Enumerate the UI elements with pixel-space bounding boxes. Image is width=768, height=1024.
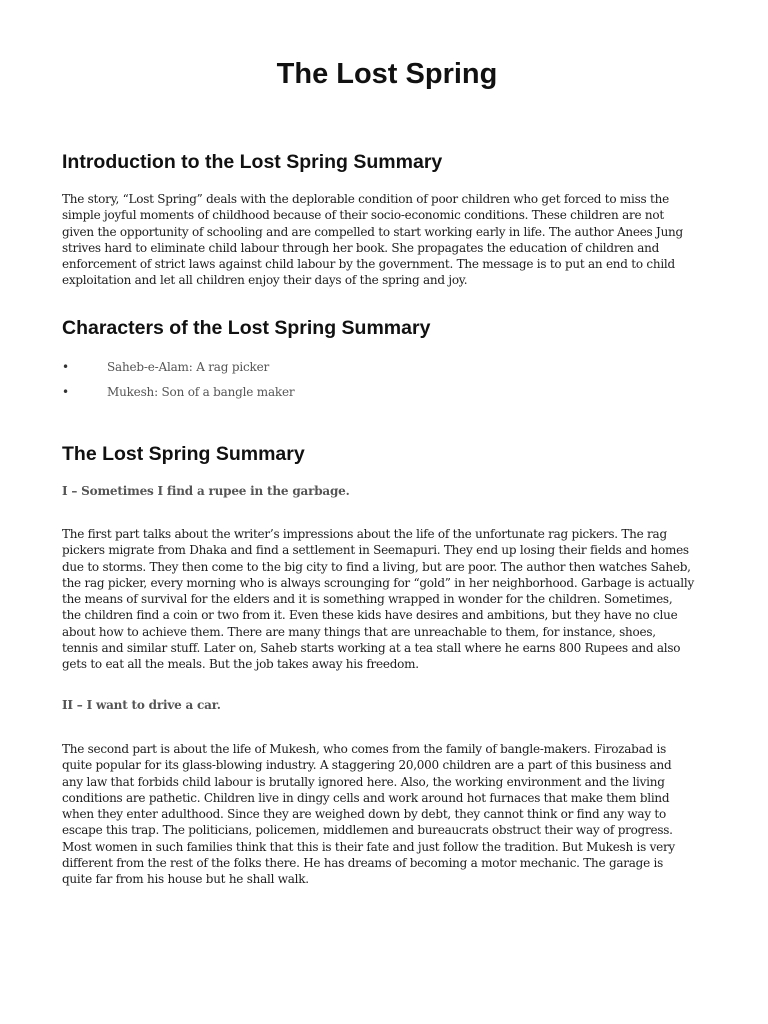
part2-subheading: II – I want to drive a car.: [62, 698, 221, 712]
part2-paragraph: [62, 741, 714, 888]
part2-line: escape this trap. The politicians, policemen, middlemen and bureaucrats obstruct their way of progress.: [62, 823, 673, 838]
part2-line: when they enter adulthood. Since they are weighed down by debt, they cannot think or find any way to: [62, 807, 666, 822]
intro-line: exploitation and let all children enjoy their days of the spring and joy.: [62, 273, 468, 288]
part2-line: conditions are pathetic. Children live in dingy cells and work around hot furnaces that make them blind: [62, 790, 670, 805]
part2-line: quite far from his house but he shall walk.: [62, 872, 309, 887]
intro-paragraph: [62, 191, 714, 289]
bullet-icon: •: [62, 385, 69, 399]
characters-heading: Characters of the Lost Spring Summary: [62, 317, 431, 339]
character-name: Mukesh: Son of a bangle maker: [107, 385, 295, 399]
part2-line: quite popular for its glass-blowing industry. A staggering 20,000 children are a part of this business and: [62, 758, 672, 773]
part1-line: the children find a coin or two from it. Even these kids have desires and ambitions, but they have no clue: [62, 608, 678, 623]
character-name: Saheb-e-Alam: A rag picker: [107, 360, 270, 374]
part2-line: Most women in such families think that this is their fate and just follow the tradition. But Mukesh is very: [62, 839, 675, 854]
intro-line: enforcement of strict laws against child labour by the government. The message is to put an end to child: [62, 257, 675, 272]
summary-heading: The Lost Spring Summary: [62, 443, 305, 465]
part1-line: pickers migrate from Dhaka and find a settlement in Seemapuri. They end up losing their fields and homes: [62, 543, 689, 558]
part2-line: different from the rest of the folks there. He has dreams of becoming a motor mechanic. The garage is: [62, 856, 664, 871]
intro-line: The story, “Lost Spring” deals with the deplorable condition of poor children who get forced to miss the: [62, 192, 669, 206]
intro-heading: Introduction to the Lost Spring Summary: [62, 151, 443, 173]
intro-line: simple joyful moments of childhood because of their socio-economic conditions. These children are not: [62, 208, 664, 223]
part1-line: the means of survival for the elders and it is something wrapped in wonder for the children. Sometimes,: [62, 592, 673, 607]
part1-paragraph: [62, 526, 714, 673]
part1-line: tennis and similar stuff. Later on, Saheb starts working at a tea stall where he earns 800 Rupees and also: [62, 641, 681, 656]
part1-subheading: I – Sometimes I find a rupee in the garbage.: [62, 484, 350, 498]
intro-line: strives hard to eliminate child labour through her book. She propagates the education of children and: [62, 240, 660, 255]
part1-line: due to storms. They then come to the big city to find a living, but are poor. The author then watches Saheb,: [62, 559, 691, 574]
part2-line: any law that forbids child labour is brutally ignored here. Also, the working environment and the living: [62, 774, 665, 789]
part1-line: the rag picker, every morning who is always scrounging for “gold” in her neighborhood. Garbage is actually: [62, 575, 694, 590]
part1-line: gets to eat all the meals. But the job takes away his freedom.: [62, 657, 419, 672]
part1-line: The first part talks about the writer’s impressions about the life of the unfortunate rag pickers. The rag: [62, 527, 667, 541]
part1-line: about how to achieve them. There are many things that are unreachable to them, for instance, shoes,: [62, 624, 656, 639]
page-title: The Lost Spring: [276, 58, 498, 90]
part2-line: The second part is about the life of Mukesh, who comes from the family of bangle-makers. Firozabad is: [62, 742, 666, 756]
intro-line: given the opportunity of schooling and are compelled to start working early in life. The author Anees Jung: [62, 224, 683, 239]
bullet-icon: •: [62, 360, 69, 374]
